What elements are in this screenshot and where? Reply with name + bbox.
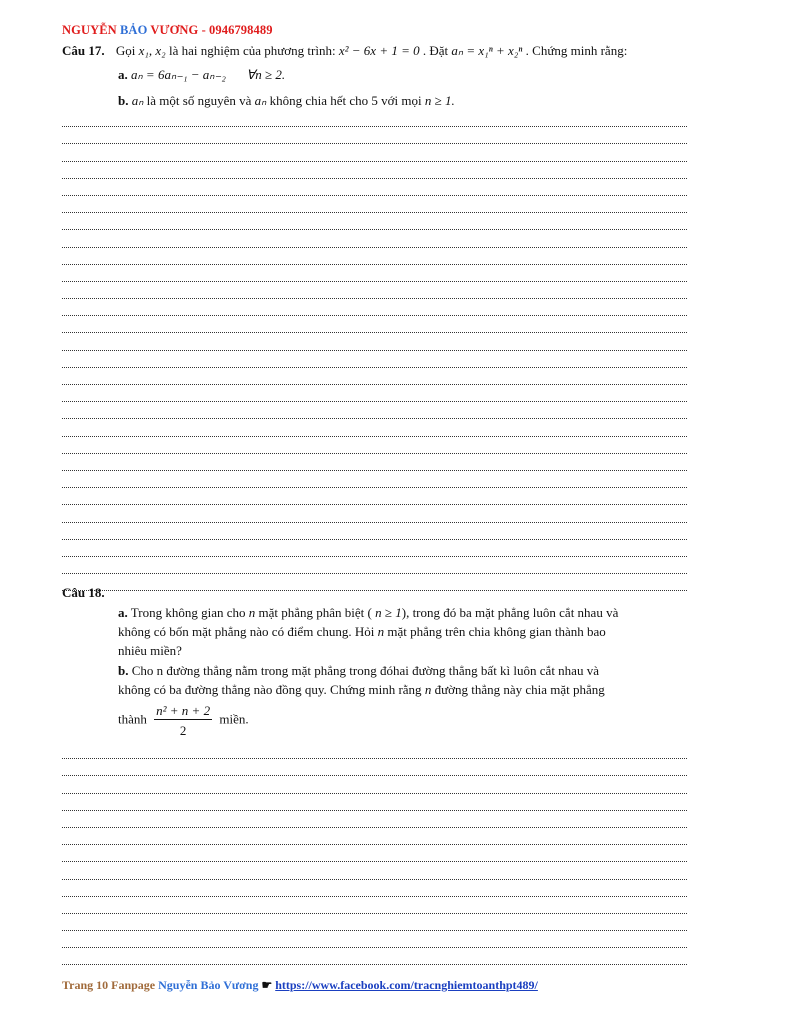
answer-line[interactable]	[62, 282, 687, 299]
q18-a-line1-mid: mặt phẳng phân biệt (	[255, 605, 376, 620]
answer-line[interactable]	[62, 419, 687, 436]
answer-line[interactable]	[62, 897, 687, 914]
answer-line[interactable]	[62, 948, 687, 965]
answer-line[interactable]	[62, 488, 687, 505]
q18-a-n2: n	[377, 624, 385, 639]
q18-part-b	[118, 662, 698, 739]
footer-fanpage: Fanpage	[111, 978, 159, 992]
answer-line[interactable]	[62, 794, 687, 811]
answer-line[interactable]	[62, 248, 687, 265]
answer-line[interactable]	[62, 862, 687, 879]
q18-a-line1-pre: Trong không gian cho	[127, 605, 249, 620]
q18-b-label: b.	[118, 663, 129, 678]
q18-b-line1-text: Cho n đường thẳng nằm trong mặt phẳng trong đóhai đường thẳng bất kì luôn cắt nhau và	[128, 663, 599, 678]
answer-line[interactable]	[62, 110, 687, 127]
answer-line[interactable]	[62, 471, 687, 488]
answer-line[interactable]	[62, 574, 687, 591]
q18-b-line2-post: đường thẳng này chia mặt phẳng	[431, 682, 605, 697]
q17-mid: là hai nghiệm của phương trình:	[165, 43, 339, 58]
answer-line[interactable]	[62, 402, 687, 419]
answer-line[interactable]	[62, 557, 687, 574]
answer-line[interactable]	[62, 914, 687, 931]
q17-end: . Chứng minh rằng:	[522, 43, 628, 58]
answer-line[interactable]	[62, 540, 687, 557]
q18-b-line2	[118, 681, 698, 698]
answer-line[interactable]	[62, 333, 687, 350]
q18-a-condition: n ≥ 1	[375, 605, 402, 620]
answer-line[interactable]	[62, 213, 687, 230]
answer-line[interactable]	[62, 811, 687, 828]
q17-part-a	[118, 66, 285, 83]
q18-b-line1	[118, 662, 698, 679]
q17-definition: aₙ = x₁ⁿ + x₂ⁿ	[451, 43, 523, 58]
q17-b-text2: không chia hết cho 5 với mọi	[266, 93, 425, 108]
page-header	[62, 23, 273, 38]
fraction-denominator: 2	[179, 723, 187, 738]
q17-set: . Đặt	[419, 43, 452, 58]
answer-line[interactable]	[62, 437, 687, 454]
q18-a-line2-post: mặt phẳng trên chia không gian thành bao	[384, 624, 606, 639]
q17-part-b	[118, 92, 455, 109]
answer-line[interactable]	[62, 144, 687, 161]
q18-b-line3-pre: thành	[118, 711, 151, 727]
answer-line[interactable]	[62, 316, 687, 333]
q18-b-n: n	[424, 682, 432, 697]
answer-line[interactable]	[62, 880, 687, 897]
q18-a-label: a.	[118, 605, 128, 620]
fraction-numerator: n² + n + 2	[156, 703, 211, 718]
q18-a-line1-post: ), trong đó ba mặt phẳng luôn cắt nhau và	[401, 605, 619, 620]
answer-lines-q17	[62, 110, 687, 591]
question-18	[62, 584, 105, 601]
answer-line[interactable]	[62, 523, 687, 540]
answer-line[interactable]	[62, 454, 687, 471]
answer-line[interactable]	[62, 931, 687, 948]
answer-line[interactable]	[62, 351, 687, 368]
q17-b-condition: n ≥ 1.	[424, 93, 455, 108]
q18-a-line1	[118, 604, 698, 621]
answer-line[interactable]	[62, 828, 687, 845]
q18-a-line2-pre: không có bốn mặt phẳng nào có điểm chung. Hỏi	[118, 624, 378, 639]
fraction	[154, 702, 212, 739]
footer-facebook-link[interactable]: https://www.facebook.com/tracnghiemtoanthpt489/	[275, 978, 538, 992]
q17-a-expression: aₙ = 6aₙ₋₁ − aₙ₋₂	[131, 67, 226, 82]
q18-a-line3: nhiêu miền?	[118, 643, 182, 658]
header-name-part1: NGUYỄN	[62, 23, 120, 37]
q18-a-n1: n	[248, 605, 256, 620]
question-18-label: Câu 18.	[62, 585, 105, 600]
answer-line[interactable]	[62, 265, 687, 282]
answer-line[interactable]	[62, 845, 687, 862]
q17-a-condition: ∀n ≥ 2.	[246, 67, 286, 82]
answer-line[interactable]	[62, 127, 687, 144]
question-17	[62, 42, 692, 59]
q18-b-line3	[118, 702, 698, 739]
page-footer	[62, 978, 538, 993]
q17-b-expr2: aₙ	[254, 93, 267, 108]
q17-roots: x₁, x₂	[138, 43, 166, 58]
footer-page: Trang 10	[62, 978, 112, 992]
header-name-part2: BẢO	[120, 23, 151, 37]
answer-line[interactable]	[62, 742, 687, 759]
answer-line[interactable]	[62, 759, 687, 776]
q18-b-line2-pre: không có ba đường thẳng nào đồng quy. Chứng minh rằng	[118, 682, 425, 697]
answer-line[interactable]	[62, 196, 687, 213]
answer-line[interactable]	[62, 230, 687, 247]
q17-b-expr1: aₙ	[131, 93, 144, 108]
answer-line[interactable]	[62, 505, 687, 522]
pointing-hand-icon: ☛	[261, 978, 276, 992]
q17-b-label: b.	[118, 93, 129, 108]
footer-author: Nguyễn Bảo Vương	[158, 978, 262, 992]
header-name-part3: VƯƠNG - 0946798489	[150, 23, 273, 37]
answer-line[interactable]	[62, 385, 687, 402]
answer-line[interactable]	[62, 299, 687, 316]
q17-intro: Gọi	[115, 43, 139, 58]
answer-line[interactable]	[62, 179, 687, 196]
q18-part-a	[118, 604, 698, 659]
q17-a-label: a.	[118, 67, 128, 82]
answer-lines-q18	[62, 742, 687, 965]
question-17-label: Câu 17.	[62, 43, 105, 58]
answer-line[interactable]	[62, 368, 687, 385]
q18-b-line3-post: miền.	[216, 711, 249, 727]
q18-a-line2	[118, 623, 698, 640]
answer-line[interactable]	[62, 162, 687, 179]
q17-equation: x² − 6x + 1 = 0	[338, 43, 420, 58]
answer-line[interactable]	[62, 776, 687, 793]
q17-b-text1: là một số nguyên và	[143, 93, 255, 108]
